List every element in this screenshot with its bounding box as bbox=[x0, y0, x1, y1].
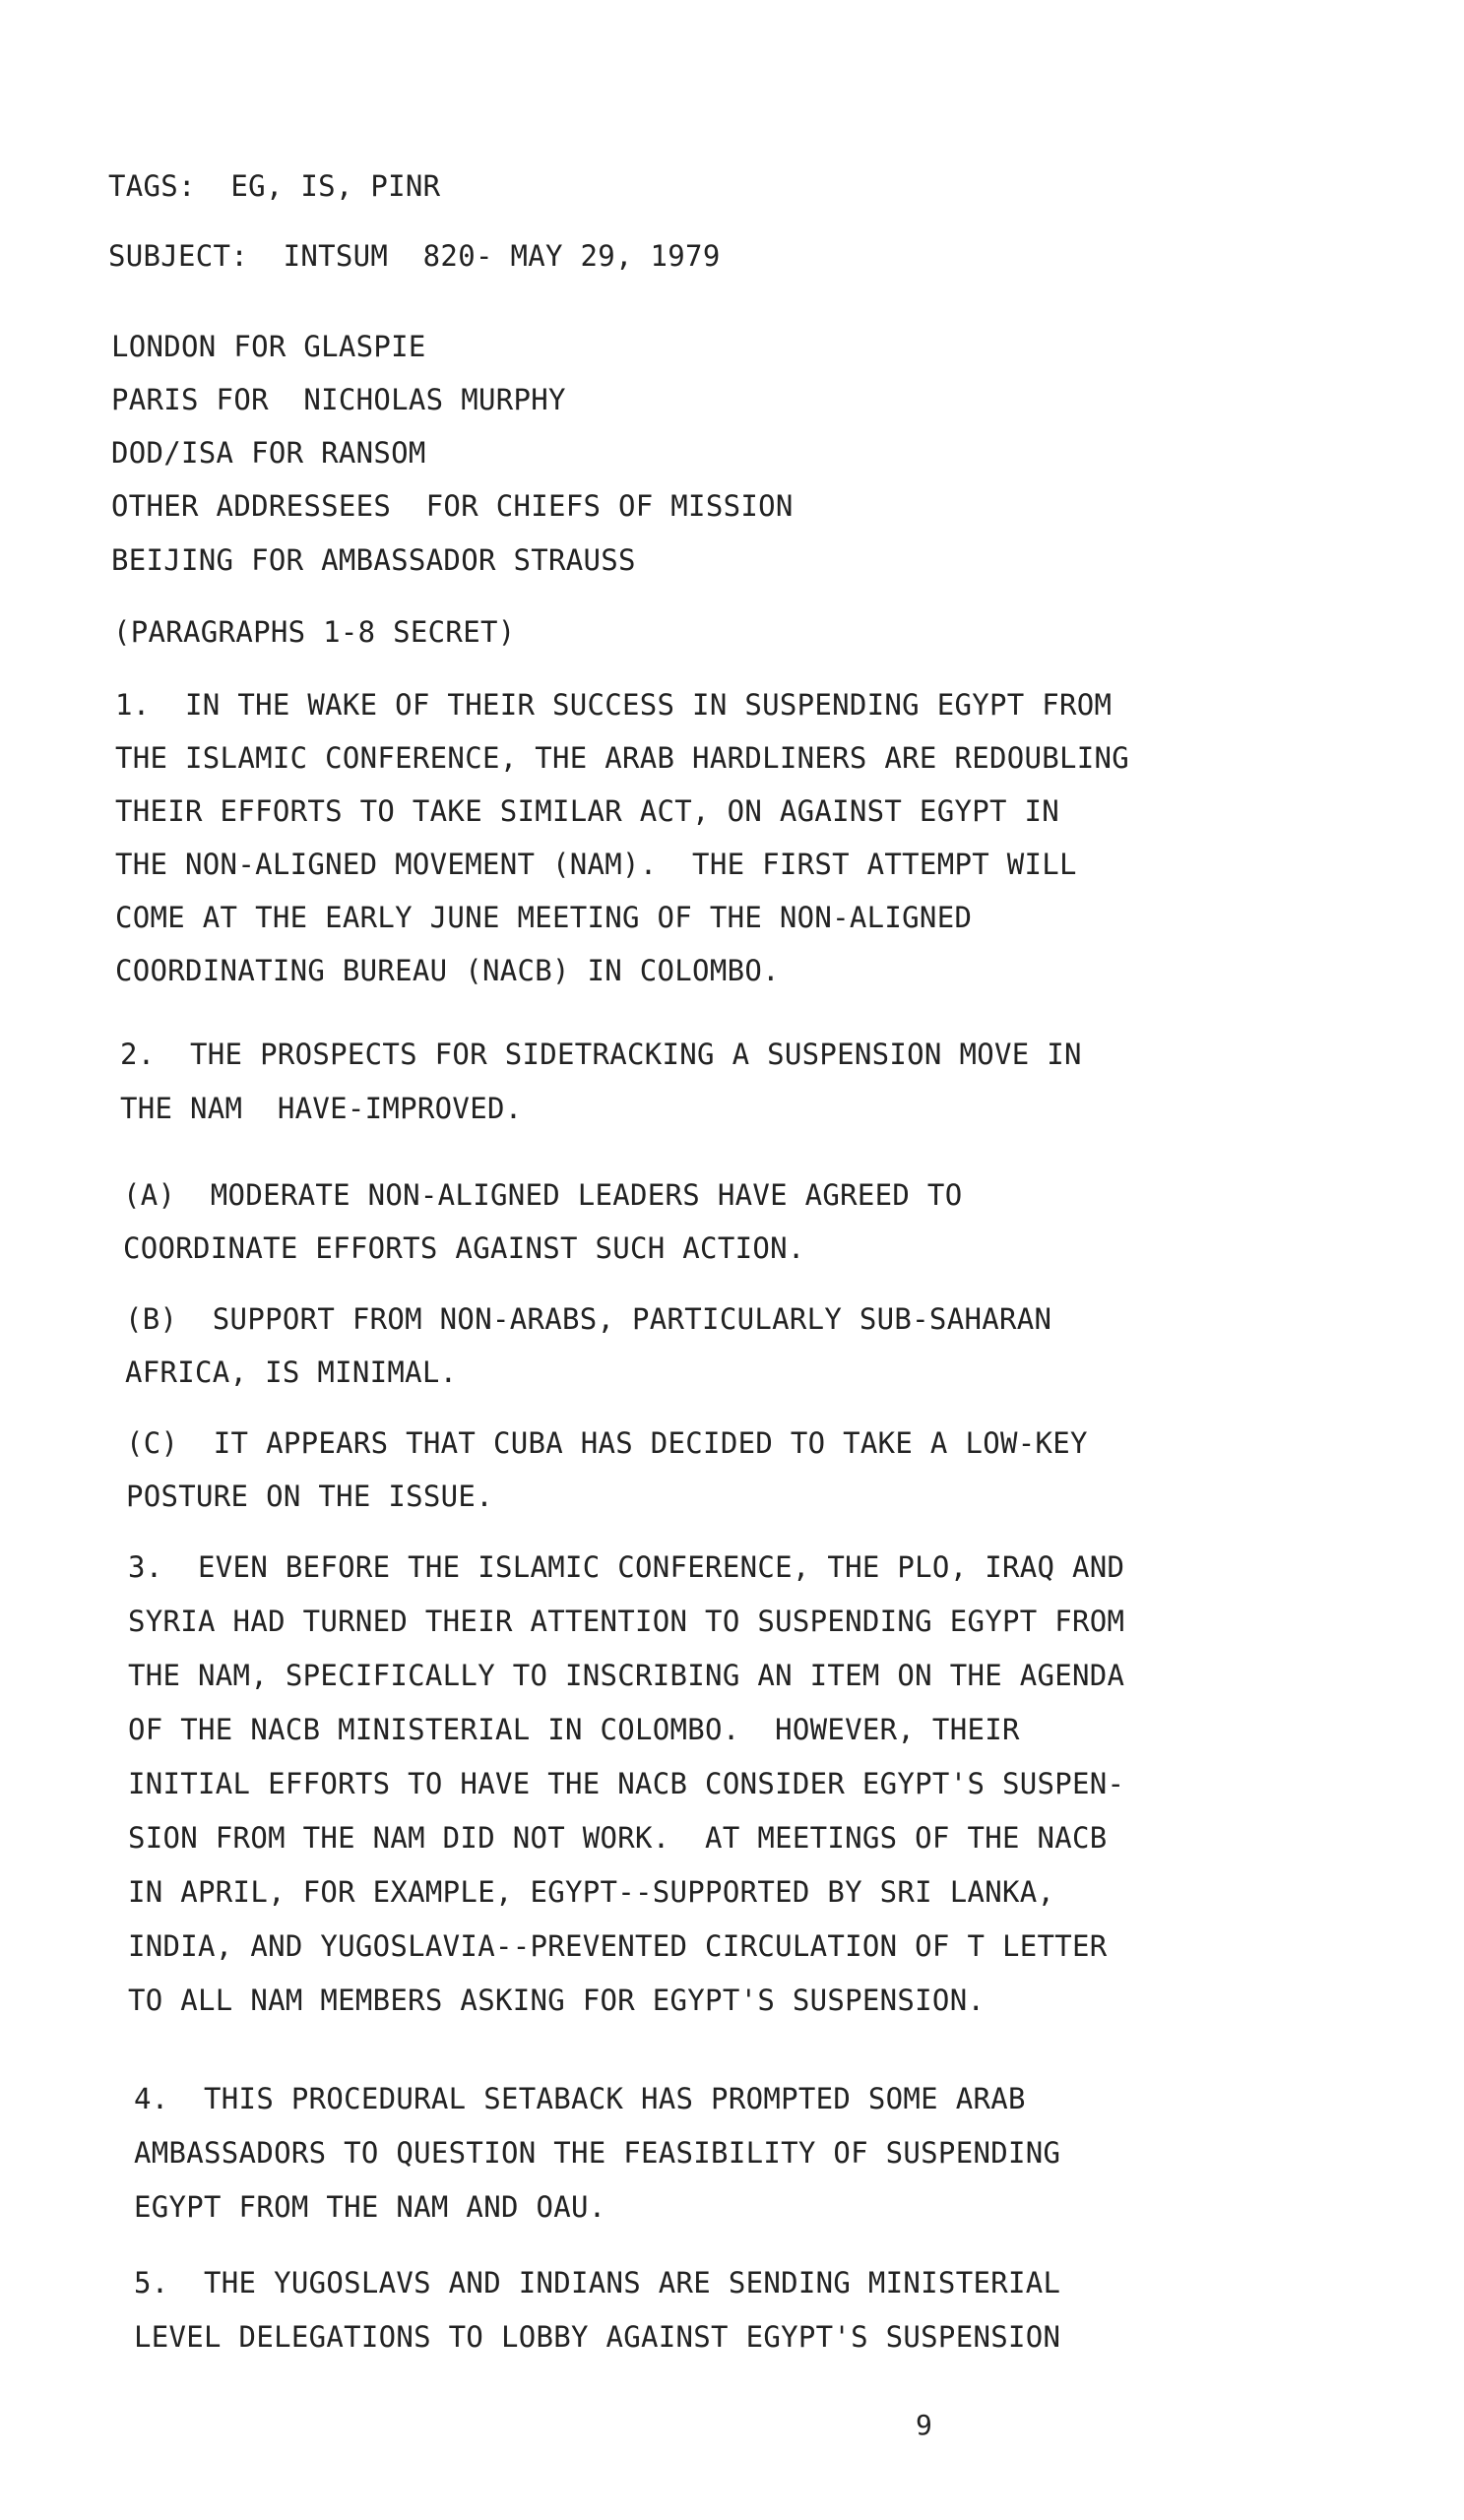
paragraph-1-line: COME AT THE EARLY JUNE MEETING OF THE NON-ALIGNED bbox=[115, 901, 973, 934]
paragraph-3-line: THE NAM, SPECIFICALLY TO INSCRIBING AN ITEM ON THE AGENDA bbox=[128, 1659, 1125, 1692]
paragraph-3-line: IN APRIL, FOR EXAMPLE, EGYPT--SUPPORTED BY SRI LANKA, bbox=[128, 1875, 1055, 1909]
paragraph-2-line: THE NAM HAVE-IMPROVED. bbox=[120, 1092, 523, 1125]
subject-line: SUBJECT: INTSUM 820- MAY 29, 1979 bbox=[108, 239, 721, 273]
paragraph-5-line: 5. THE YUGOSLAVS AND INDIANS ARE SENDING MINISTERIAL bbox=[134, 2266, 1061, 2300]
routing-line: LONDON FOR GLASPIE bbox=[111, 330, 426, 363]
classification-line: (PARAGRAPHS 1-8 SECRET) bbox=[113, 615, 516, 649]
paragraph-1-line: 1. IN THE WAKE OF THEIR SUCCESS IN SUSPENDING EGYPT FROM bbox=[115, 688, 1113, 722]
paragraph-3-line: SION FROM THE NAM DID NOT WORK. AT MEETINGS OF THE NACB bbox=[128, 1821, 1108, 1855]
paragraph-3-line: TO ALL NAM MEMBERS ASKING FOR EGYPT'S SUSPENSION. bbox=[128, 1984, 986, 2017]
paragraph-3-line: 3. EVEN BEFORE THE ISLAMIC CONFERENCE, THE PLO, IRAQ AND bbox=[128, 1550, 1125, 1584]
paragraph-1-line: COORDINATING BUREAU (NACB) IN COLOMBO. bbox=[115, 954, 780, 987]
page-number: 9 bbox=[916, 2409, 932, 2441]
paragraph-1-line: THEIR EFFORTS TO TAKE SIMILAR ACT, ON AGAINST EGYPT IN bbox=[115, 794, 1060, 828]
paragraph-4-line: 4. THIS PROCEDURAL SETABACK HAS PROMPTED SOME ARAB bbox=[134, 2082, 1026, 2115]
routing-line: DOD/ISA FOR RANSOM bbox=[111, 436, 426, 470]
tags-line: TAGS: EG, IS, PINR bbox=[108, 169, 441, 203]
routing-line: PARIS FOR NICHOLAS MURPHY bbox=[111, 383, 566, 416]
paragraph-3-line: OF THE NACB MINISTERIAL IN COLOMBO. HOWEVER, THEIR bbox=[128, 1713, 1020, 1746]
paragraph-2a-line: COORDINATE EFFORTS AGAINST SUCH ACTION. bbox=[123, 1231, 805, 1265]
routing-line: BEIJING FOR AMBASSADOR STRAUSS bbox=[111, 543, 636, 577]
paragraph-3-line: INITIAL EFFORTS TO HAVE THE NACB CONSIDER EGYPT'S SUSPEN- bbox=[128, 1767, 1125, 1800]
paragraph-2b-line: AFRICA, IS MINIMAL. bbox=[125, 1355, 458, 1389]
paragraph-4-line: EGYPT FROM THE NAM AND OAU. bbox=[134, 2190, 606, 2224]
paragraph-3-line: SYRIA HAD TURNED THEIR ATTENTION TO SUSPENDING EGYPT FROM bbox=[128, 1605, 1125, 1638]
paragraph-2b-line: (B) SUPPORT FROM NON-ARABS, PARTICULARLY SUB-SAHARAN bbox=[125, 1302, 1052, 1336]
paragraph-5-line: LEVEL DELEGATIONS TO LOBBY AGAINST EGYPT'S SUSPENSION bbox=[134, 2320, 1061, 2354]
paragraph-1-line: THE ISLAMIC CONFERENCE, THE ARAB HARDLINERS ARE REDOUBLING bbox=[115, 741, 1130, 775]
paragraph-2c-line: POSTURE ON THE ISSUE. bbox=[126, 1480, 493, 1513]
paragraph-2c-line: (C) IT APPEARS THAT CUBA HAS DECIDED TO TAKE A LOW-KEY bbox=[126, 1426, 1088, 1460]
paragraph-2a-line: (A) MODERATE NON-ALIGNED LEADERS HAVE AGREED TO bbox=[123, 1178, 963, 1212]
paragraph-1-line: THE NON-ALIGNED MOVEMENT (NAM). THE FIRST ATTEMPT WILL bbox=[115, 848, 1077, 881]
routing-line: OTHER ADDRESSEES FOR CHIEFS OF MISSION bbox=[111, 489, 794, 523]
paragraph-3-line: INDIA, AND YUGOSLAVIA--PREVENTED CIRCULATION OF T LETTER bbox=[128, 1929, 1108, 1963]
paragraph-4-line: AMBASSADORS TO QUESTION THE FEASIBILITY OF SUSPENDING bbox=[134, 2136, 1061, 2170]
paragraph-2-line: 2. THE PROSPECTS FOR SIDETRACKING A SUSPENSION MOVE IN bbox=[120, 1038, 1082, 1071]
